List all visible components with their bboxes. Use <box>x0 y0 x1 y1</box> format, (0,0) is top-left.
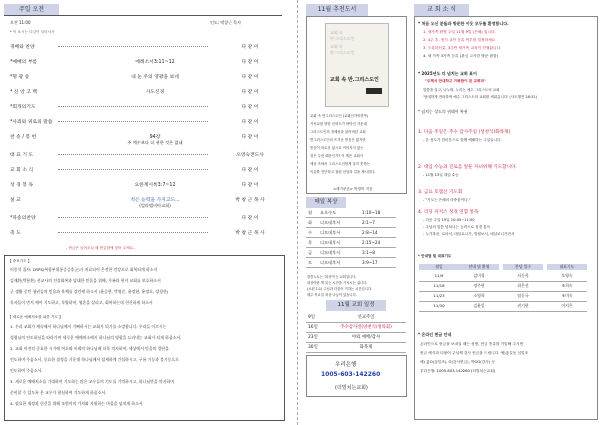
panel-divider <box>297 0 298 425</box>
duty-cell: 이지은 <box>561 303 573 308</box>
reading-day: 토 <box>308 260 313 265</box>
duty-row-border <box>419 281 587 282</box>
news-detail: - 다음 주일 19일 10:45~11:00 <box>423 218 475 222</box>
bank-box <box>306 355 407 397</box>
reading-day: 금 <box>308 250 313 255</box>
worship-item-value: 사도신경 <box>145 90 165 95</box>
news-title: 교 회 소 식 <box>414 4 469 16</box>
news-detail: - 온 성도가 한마음으로 함께 예배하는 주일입니다. <box>423 138 502 142</box>
book-cover <box>325 23 389 107</box>
worship-item-person: 다 같 이 <box>241 135 259 140</box>
duty-cell: 권기현 <box>517 303 529 308</box>
reading-passage: 1:10~18 <box>362 210 381 215</box>
calendar-event: 추수감사절(양천식/청목회) <box>340 325 392 330</box>
news-detail: - 주님의 말씀 넘쳐나는 능력으로 성경 통독 <box>423 225 491 229</box>
worship-item-person: 다 같 이 <box>241 75 259 80</box>
standing-note: * 이 표시는 다같이 일어서서 <box>10 30 55 34</box>
book-desc-line: 믿음이 의로운 삶으로 이어지지 않는 <box>310 146 364 150</box>
worship-item-value: 94장 <box>149 135 161 140</box>
worship-time: 오전 11:00 <box>10 20 31 25</box>
prayer-title: 【 중보기도 】 <box>8 259 32 263</box>
duty-heading: * 안내팀 및 대표기도 <box>418 254 452 258</box>
dotted-leader <box>58 46 208 47</box>
bank-holder: (더빌치는교회) <box>335 385 368 391</box>
duty-header-cell: 본당 입구 <box>503 264 543 270</box>
book-desc-line: 세상 속에서 그리스도인답게 살지 못하는 <box>310 162 370 166</box>
reading-passage: 2:8~14 <box>362 230 378 235</box>
news-item: 2. 대입 수능과 진로를 앞둔 자녀위해 기도합니다. <box>418 165 517 170</box>
welcome-heading: * 처음 오신 분들과 방문한 이웃 모두를 환영합니다. <box>418 21 509 26</box>
worship-item-label: *예배의 부름 <box>10 60 38 65</box>
motto-line: '담대하게 전파하며 예수 그리스도의 교회를 세워갑니다' (사도행전 28:31) <box>423 95 537 99</box>
worship-item-label: * 신 앙 고 백 <box>10 90 38 95</box>
worship-item-person: 다 같 이 <box>241 45 259 50</box>
worship-item-person: 다 같 이 <box>241 120 259 125</box>
reading-day: 화 <box>308 220 313 225</box>
calendar-row-border <box>306 352 406 353</box>
worship-item-value: 적은 능력을 가지고도... <box>130 198 180 203</box>
worship-item-subtext: 주 예수보다 더 귀한 것은 없네 <box>127 140 183 145</box>
bank-account: 1005-603-142260 <box>321 371 381 378</box>
reading-book: 디모데후서 <box>320 230 341 235</box>
church-news-panel <box>412 0 600 425</box>
worship-item-label: *회개의기도 <box>10 105 36 110</box>
worship-item-value: 요한계시록3:7~12 <box>134 183 176 188</box>
worship-item-label: *명 광 송 <box>10 75 30 80</box>
worship-item-person: 다 같 이 <box>241 168 259 173</box>
news-detail: - "기도는 은혜의 마중물이다." <box>423 198 471 202</box>
book-cover-line4: 반·그리스도인 <box>330 50 355 55</box>
daily-reading-title: 매일 복상 <box>306 197 346 208</box>
reading-passage: 3:9~17 <box>362 260 378 265</box>
duty-cell: 11/30 <box>433 303 445 308</box>
worship-item-label: *파송의찬양 <box>10 216 36 221</box>
news-box <box>414 16 598 420</box>
worship-item-person: 다 같 이 <box>241 105 259 110</box>
worship-item-person: 박 창 근 목 사 <box>235 198 265 203</box>
calendar-event: 선교주일 <box>357 315 375 320</box>
title-rule <box>4 4 282 16</box>
reading-note-line: (시편 1:1) 주님과 더불어 거하는 시간입니다. <box>307 287 373 291</box>
reading-row-border <box>306 217 396 218</box>
dotted-leader <box>58 169 208 170</box>
news-detail: - 누가복음, 로마서, 데살로니가, 빌립보서, 데살로니가전서 <box>423 232 515 236</box>
duty-cell: 오영숙 <box>561 273 573 278</box>
worship-item-person: 다 같 이 <box>241 216 259 221</box>
reading-book: 디모데후서 <box>320 260 341 265</box>
book-desc-line: 이유를 진단하고 참된 신앙의 길을 제시한다. <box>310 170 376 174</box>
prayer-item: 김재환(박용환) 선교사의 건강회복과 당대한 믿음을 위해, 가족과 현지 교회를 보호하소서 <box>10 278 161 283</box>
book-desc-line: 반그리스도인의 뜨거운 믿음은 많지만 <box>310 138 366 142</box>
reading-book: 디모데후서 <box>320 220 341 225</box>
calendar-date: 23일 <box>308 335 318 340</box>
reading-row-border <box>306 237 396 238</box>
reading-passage: 2:1~7 <box>362 220 375 225</box>
duty-cell: 김미경 <box>473 273 485 278</box>
worship-item-value: 예레소서3:11~12 <box>135 60 175 65</box>
duty-cell: 하은선 <box>517 283 529 288</box>
dotted-leader <box>58 121 208 122</box>
news-item: 1. 다음 주일은 추수 감사주일 (성찬식/화목제) <box>418 130 511 135</box>
new-place-title: 【 새로운 예배처소를 위한 기도 】 <box>8 315 63 319</box>
middle-panel <box>304 0 408 425</box>
book-desc-line: 교회 속 반그리스도인 (교회인가이한목) <box>310 114 369 118</box>
duty-header-cell: 대표기도 <box>547 264 587 270</box>
book-cover-line3: 교회 속 <box>330 44 343 49</box>
online-line: 온라인으로 헌금을 보내실 때는 성명, 헌금 종류를 기입해 주시면 <box>420 342 524 346</box>
worship-item-person: 다 같 이 <box>241 183 259 188</box>
online-line: 우리은행: 1005-603-142260 (더빌치는교회) <box>420 369 496 373</box>
new-place-line: 준비할 수 있도록 온 교우가 합심하여 기도하게 하옵소서. <box>10 390 107 395</box>
reading-passage: 3:1~8 <box>362 250 375 255</box>
calendar-title: 11월 교회 일정 <box>326 300 386 311</box>
calendar-row-border <box>306 322 406 323</box>
dotted-leader <box>58 106 208 107</box>
new-place-line: 1. 우리 교회가 계속해서 하나님께서 기뻐하시는 교회가 되기를 소망합니다. 우리들 이끄시는 <box>10 324 167 329</box>
online-heading: * 온라인 헌금 안내 <box>418 332 452 337</box>
duty-cell: 서동희 <box>517 273 529 278</box>
reading-book: 디모데후서 <box>320 250 341 255</box>
duty-cell: 11/23 <box>433 293 445 298</box>
reading-row-border <box>306 227 396 228</box>
duty-row-border <box>419 291 587 292</box>
book-cover-title: 교회 속 반.그리스도인 <box>330 77 379 83</box>
duty-row-border <box>419 311 587 312</box>
calendar-event: 야외 예배/감사 <box>351 335 381 340</box>
reading-row-border <box>306 247 396 248</box>
calendar-date: 16일 <box>308 325 318 330</box>
book-desc-line: 그리스도인의 정체성을 잃어버린 교회 <box>310 130 366 134</box>
duty-header-cell: 월일 <box>419 264 459 270</box>
book-cover-line1: 교회 속 <box>330 30 343 35</box>
news-item: * 넘치는 성도의 귀래어 복권 <box>418 109 468 114</box>
dotted-leader <box>58 217 208 218</box>
duty-cell: 김윤일 <box>473 303 485 308</box>
duty-cell: 조희숙 <box>561 283 573 288</box>
duty-cell: 소영희 <box>473 293 485 298</box>
book-title: 11월 추천도서 <box>306 4 368 16</box>
new-place-line: 4. 필요한 재정과 헌신을 위해 모범이의 가치와 자원하는 마음을 넘치게 하소서 <box>10 401 143 406</box>
prayer-box <box>4 255 285 421</box>
reading-row-border <box>306 267 396 268</box>
worship-item-person: 오영숙전도사 <box>236 153 264 158</box>
reading-book: 요오수도 <box>320 210 337 215</box>
welcome-line: 1. 새가족 환영 주일 11월 9일 (은혜) 입니다. <box>423 30 496 34</box>
dotted-leader <box>58 154 208 155</box>
offering-footnote: - 헌금은 들어오실 때 헌금함에 넣어 주세요 - <box>66 246 136 250</box>
reading-note-line: 매주 목요일 복상 나눔이 있습니다. <box>307 293 357 297</box>
reading-day: 수 <box>308 230 313 235</box>
book-publisher: <세기쿠폰> 박경미 지음 <box>333 187 373 191</box>
reading-day: 목 <box>308 240 313 245</box>
motto-quote: "주께서 만대하고 거룩함이 된 교회라" <box>425 79 486 83</box>
duty-cell: 조미숙 <box>561 293 573 298</box>
duty-header-cell: 안내 및 환영 <box>459 264 499 270</box>
worship-item-value: 내 눈 주의 영광을 보네 <box>131 75 179 80</box>
duty-cell: 11/9 <box>434 273 444 278</box>
online-line: 헌금 예식과 더불어 주님께 감사 헌금을 드립니다. 예)홍길동 십일조 <box>420 351 529 355</box>
worship-item-subtext: (빌라델비아교회) <box>139 203 171 208</box>
motto-heading: * 2025년도 더 넘치는 교회 표어 <box>418 71 477 76</box>
duty-cell: 11/16 <box>433 283 445 288</box>
duty-cell: 임동국 <box>517 293 529 298</box>
reading-note-line: 복상이란 책 읽는 시간을 가지시는 겁니다. <box>307 281 368 285</box>
news-item: 3. 금요 호랩산 기도회 <box>418 190 463 195</box>
prayer-item: 이종석 집사: CRPS(복합부위통증증후군)가 치료되어 온전한 건강으로 회복되게 하소서 <box>10 267 158 272</box>
new-place-line: 인도하며 주옵소서. 중요한 결정을 기운데 하나님께서 섬세하게 간섭하시고, 구름 기둥과 불기둥으로 <box>10 357 179 362</box>
calendar-row-border <box>306 342 406 343</box>
calendar-event: 화목제 <box>359 345 373 350</box>
new-place-line: 인도하여 주옵소서. <box>10 368 43 373</box>
news-detail: - 11월 13일 대입 수능 <box>423 173 459 177</box>
motto-line: 말씀을 살고, 나누며, 누리는 예수 그리스도의 교회 <box>423 88 500 92</box>
prayer-item: 목자들이 먼저 깨어 기도하고, 목양하며, 영혼을 살리고, 회복하는데 헌신하게 하소서 <box>10 300 153 305</box>
calendar-date: 9일 <box>308 315 316 320</box>
worship-item-label: 교 회 소 식 <box>10 168 34 173</box>
prayer-item: 군 생활 중인 청년들의 믿음과 육체를 강건케 하소서 (윤승현, 박영준, 윤정현, 윤정호, 장경헌) <box>10 289 169 294</box>
new-place-line: 2. 교회 이전의 중요한 시기에 여호와 이레의 하나님께 더욱 의지하며, 세상에서 믿음의 결단을 <box>10 346 169 351</box>
reading-book: 디모데후서 <box>320 240 341 245</box>
reading-day: 월 <box>308 210 313 215</box>
book-desc-line: 기독교를 향한 신뢰도가 바닥인 가운데 <box>310 122 367 126</box>
reading-passage: 2:15~24 <box>362 240 381 245</box>
bank-name: 우리은행 <box>335 362 357 368</box>
worship-item-person: 다 같 이 <box>241 90 259 95</box>
news-item: 4. 리딩 지저스 성경 연합 통독 <box>418 210 479 215</box>
worship-item-label: 성 경 봉 독 <box>10 183 34 188</box>
book-box <box>306 16 407 194</box>
worship-item-label: 설 교 <box>10 198 21 203</box>
book-cover-mark <box>366 88 382 94</box>
worship-item-person: 박 창 근 목 사 <box>235 231 265 236</box>
worship-item-label: 찬 송 / 봉 헌 <box>10 135 37 140</box>
duty-cell: 정주현 <box>473 283 485 288</box>
reading-row-border <box>306 257 396 258</box>
new-place-line: 3. 새로운 예배처소를 기대하며 기도하는 많은 교우들의 기도를 기억하시고, 하나님만을 의지하며 <box>10 379 174 384</box>
worship-item-label: 대 표 기 도 <box>10 153 34 158</box>
online-line: 예) 홍O(십일조), O(감사헌금), 박OO(감사) 등 <box>420 360 496 364</box>
welcome-line: 2. 4주 후, 정식 교인 등록 여부를 결정하세요 <box>423 38 496 42</box>
worship-item-label: 경배와 찬양 <box>10 45 35 50</box>
calendar-date: 30일 <box>308 345 318 350</box>
dotted-leader <box>58 232 208 233</box>
duty-row-border <box>419 301 587 302</box>
book-desc-line: 것은 무엇 때문인가? 이 책은 교회가 <box>310 154 364 158</box>
worship-item-label: 축 도 <box>10 231 21 236</box>
worship-item-label: *사죄와 위로의 말씀 <box>10 120 53 125</box>
worship-item-person: 다 같 이 <box>241 60 259 65</box>
order-of-worship-panel <box>0 0 290 425</box>
book-cover-line2: 반·그리스도인 <box>330 36 355 41</box>
welcome-line: 4. 새 가족 3가족 등록 (관심 고사한 방문 원함) <box>423 54 499 58</box>
worship-title: 주일 오전 <box>4 4 59 16</box>
reading-note-line: 말씀노트는 '복상'이는 교회입니다. <box>307 275 357 279</box>
new-place-line: 성령님의 인도하심을 따라가며 새로운 예배처소에서 하나님의 영광을 드러내는 교회가 되게 하옵소서. <box>10 335 182 340</box>
calendar-row-border <box>306 332 406 333</box>
welcome-line: 3. 등록하신분, 3주안 새가족 교육이 진행됩니다. <box>423 46 502 50</box>
worship-leader: 인도: 박창근 목사 <box>210 20 241 25</box>
